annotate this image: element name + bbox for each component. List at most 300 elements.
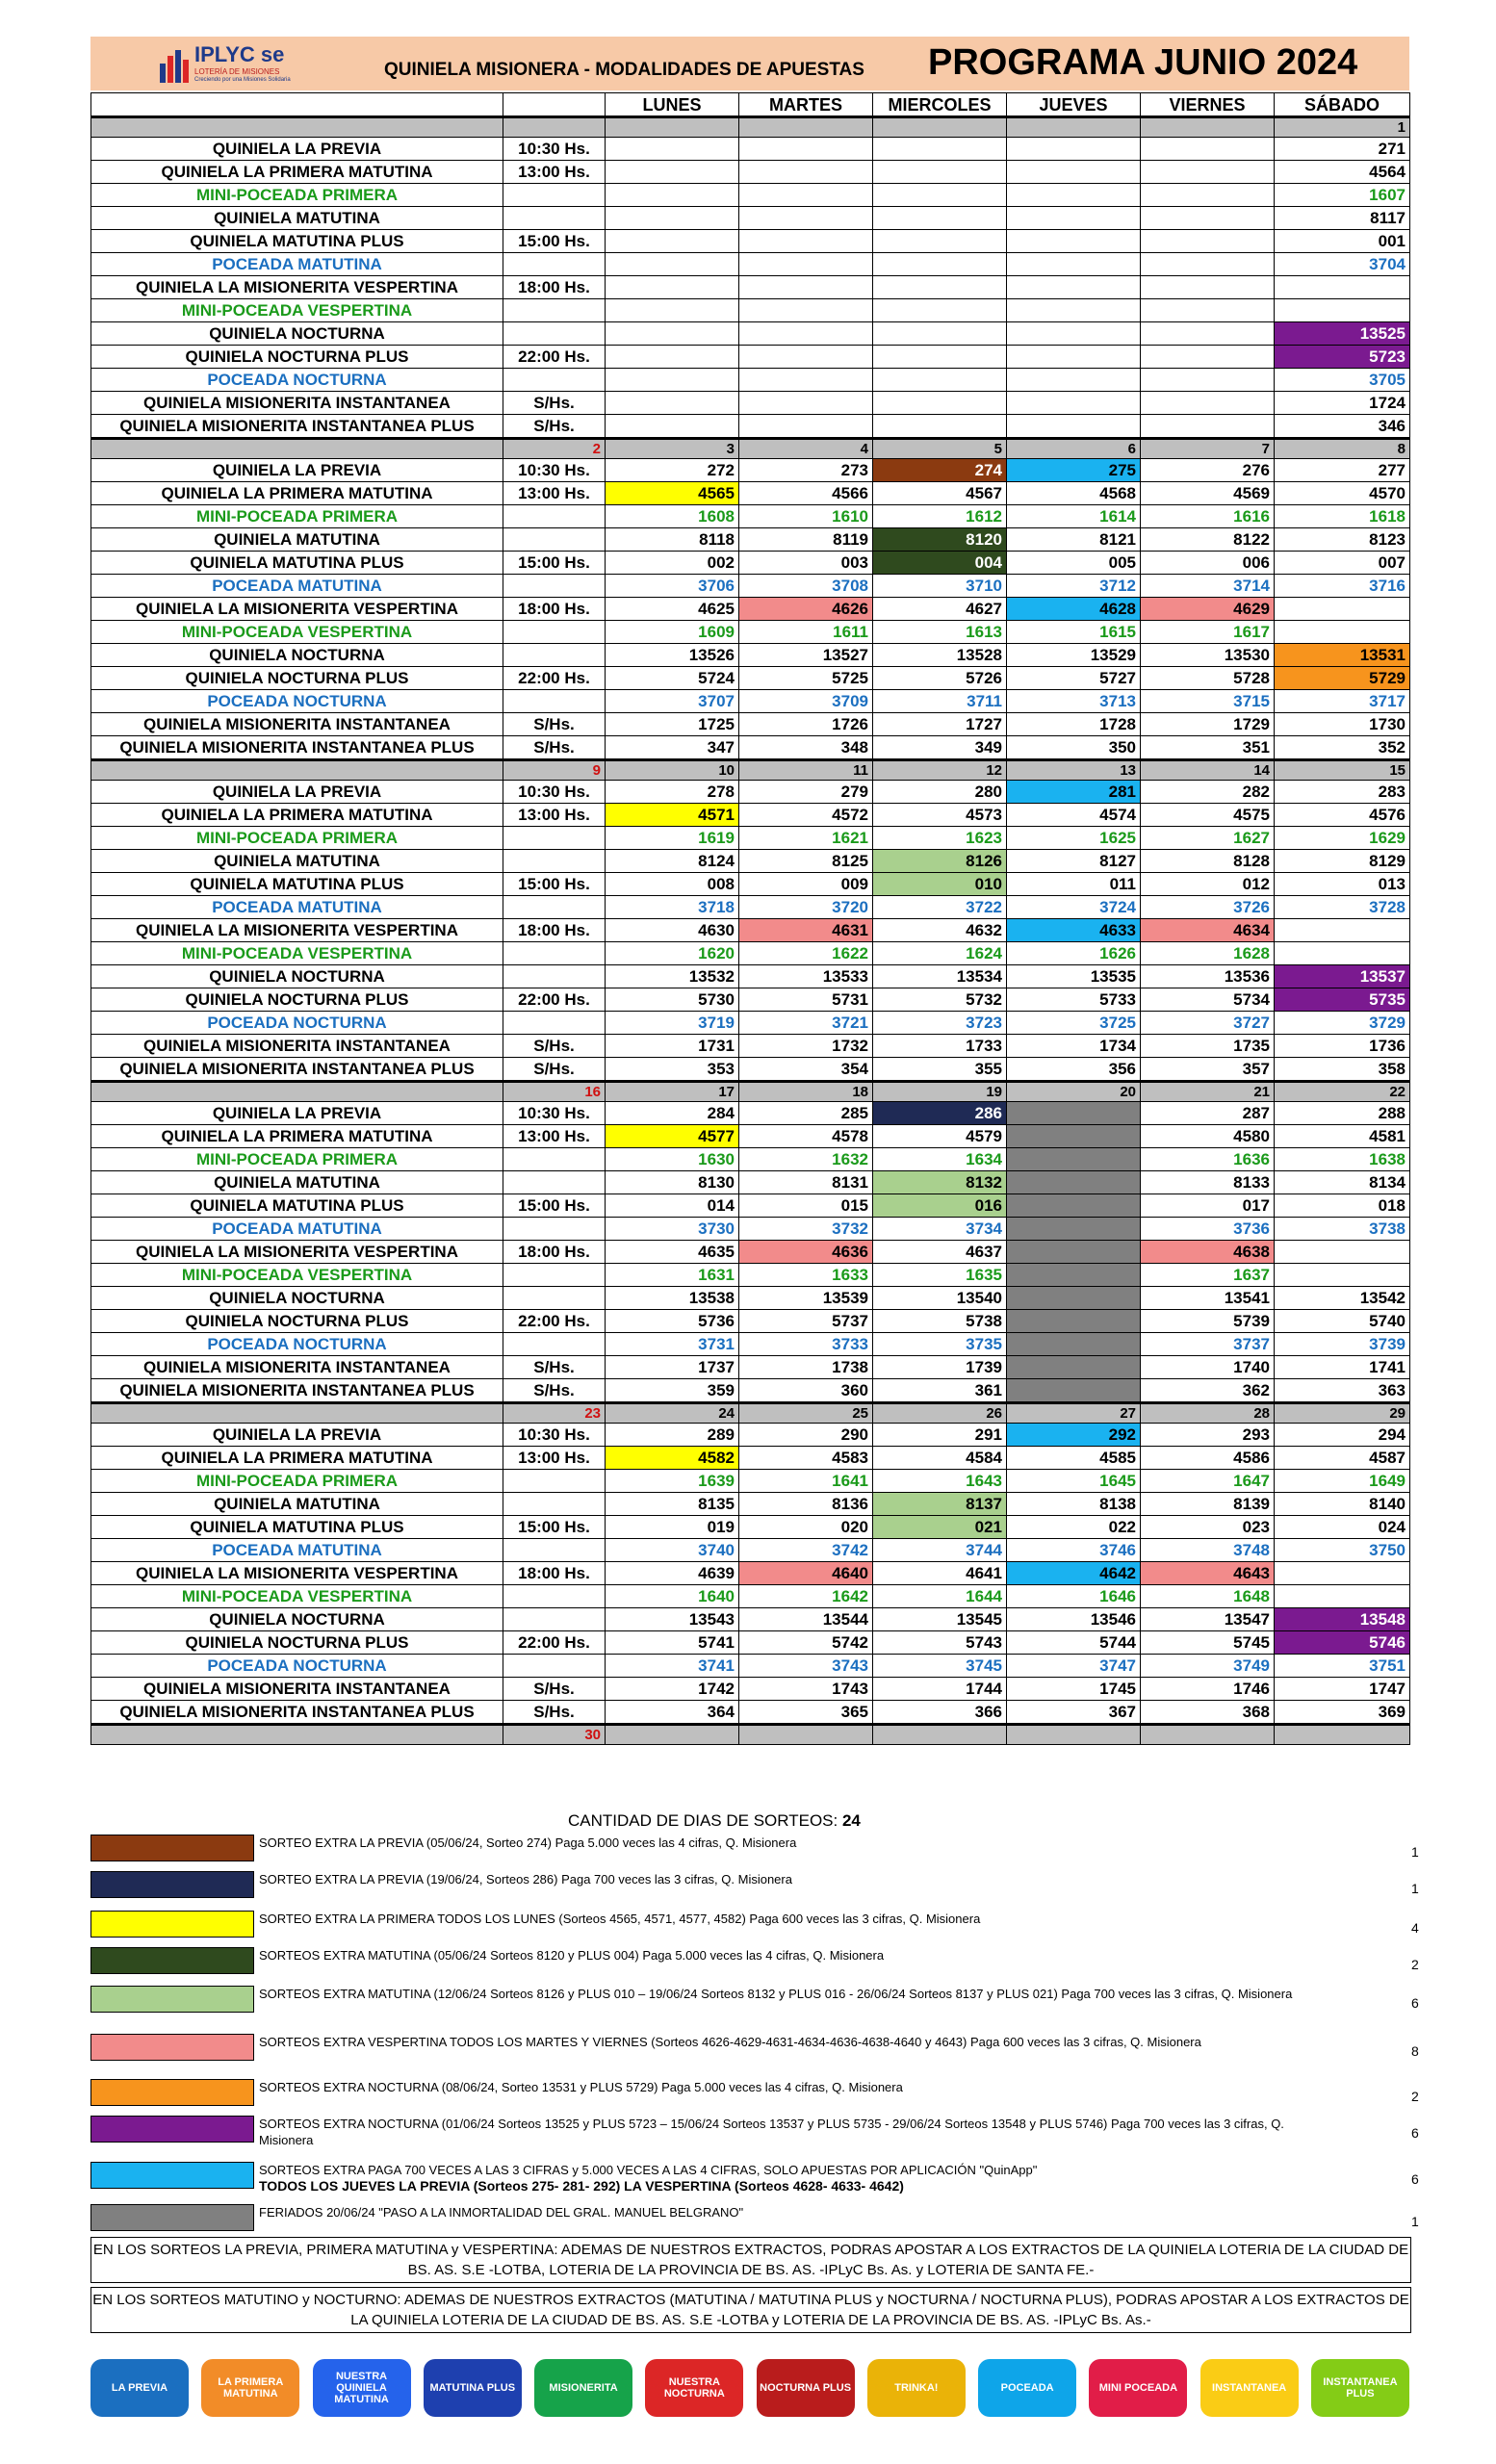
draw-name: QUINIELA LA PRIMERA MATUTINA <box>91 804 503 827</box>
final-date-row <box>91 1725 1410 1745</box>
legend-text-line: SORTEOS EXTRA MATUTINA (12/06/24 Sorteos 8126 y PLUS 010 – 19/06/24 Sorteos 8132 y PLUS 016 - 26/06/24 Sorteos 8137 y PLUS 021) Paga 700 veces las 3 cifras, Q. Misionera <box>259 1987 1293 2001</box>
date-cell <box>91 439 503 459</box>
draw-number: 5735 <box>1275 988 1410 1012</box>
draw-number: 1609 <box>606 621 739 644</box>
draw-number: 1739 <box>873 1356 1007 1379</box>
draw-number: 3749 <box>1141 1655 1275 1678</box>
draw-name: QUINIELA NOCTURNA <box>91 965 503 988</box>
draw-number: 1634 <box>873 1148 1007 1171</box>
game-logo: TRINKA! <box>867 2359 966 2417</box>
draw-row <box>91 644 1410 667</box>
draw-name: QUINIELA NOCTURNA PLUS <box>91 1631 503 1655</box>
draw-number: 011 <box>1007 873 1141 896</box>
date-cell: 24 <box>606 1403 739 1424</box>
game-logo: MINI POCEADA <box>1089 2359 1187 2417</box>
draw-number <box>1141 184 1275 207</box>
legend-text <box>259 1986 1318 2002</box>
draw-name: QUINIELA MATUTINA <box>91 850 503 873</box>
draw-number: 4575 <box>1141 804 1275 827</box>
draw-number: 1742 <box>606 1678 739 1701</box>
draw-number: 1607 <box>1275 184 1410 207</box>
draw-number: 4569 <box>1141 482 1275 505</box>
draw-number: 277 <box>1275 459 1410 482</box>
draw-number: 4579 <box>873 1125 1007 1148</box>
legend-item <box>90 2162 1419 2194</box>
date-cell: 28 <box>1141 1403 1275 1424</box>
draw-number: 347 <box>606 736 739 760</box>
draw-number: 3726 <box>1141 896 1275 919</box>
iplyc-logo <box>158 40 302 87</box>
draw-number: 3722 <box>873 896 1007 919</box>
legend-text <box>259 1835 1318 1851</box>
draw-number: 003 <box>739 552 873 575</box>
draw-number <box>1007 322 1141 346</box>
legend-text <box>259 2162 1318 2194</box>
draw-number <box>1007 1171 1141 1194</box>
draw-number: 021 <box>873 1516 1007 1539</box>
draw-number: 3750 <box>1275 1539 1410 1562</box>
draw-number: 4638 <box>1141 1241 1275 1264</box>
date-cell: 12 <box>873 760 1007 781</box>
week-date-row <box>91 760 1410 781</box>
draw-name: MINI-POCEADA PRIMERA <box>91 1148 503 1171</box>
draw-number <box>606 415 739 439</box>
draw-number <box>606 184 739 207</box>
draw-number: 1735 <box>1141 1035 1275 1058</box>
draw-number <box>873 299 1007 322</box>
draw-time: 22:00 Hs. <box>503 988 606 1012</box>
weekday-header: LUNES <box>606 93 739 117</box>
draw-number: 018 <box>1275 1194 1410 1218</box>
draw-number: 4635 <box>606 1241 739 1264</box>
draw-row <box>91 942 1410 965</box>
draw-number: 1641 <box>739 1470 873 1493</box>
draw-number: 5745 <box>1141 1631 1275 1655</box>
draw-row <box>91 873 1410 896</box>
draw-number: 8121 <box>1007 528 1141 552</box>
draw-time <box>503 1493 606 1516</box>
draw-number: 1618 <box>1275 505 1410 528</box>
draw-name: QUINIELA LA PRIMERA MATUTINA <box>91 161 503 184</box>
draw-number: 4584 <box>873 1447 1007 1470</box>
draw-number: 4577 <box>606 1125 739 1148</box>
draw-number: 024 <box>1275 1516 1410 1539</box>
draw-number: 368 <box>1141 1701 1275 1725</box>
game-logo: NUESTRA QUINIELA MATUTINA <box>313 2359 411 2417</box>
draw-time: S/Hs. <box>503 1701 606 1725</box>
total-label: CANTIDAD DE DIAS DE SORTEOS: <box>568 1811 838 1830</box>
draw-number <box>1007 1241 1141 1264</box>
draw-number: 4580 <box>1141 1125 1275 1148</box>
draw-number <box>1275 919 1410 942</box>
draw-number: 271 <box>1275 138 1410 161</box>
draw-row <box>91 230 1410 253</box>
draw-number: 1613 <box>873 621 1007 644</box>
draw-number <box>1275 598 1410 621</box>
draw-number: 1746 <box>1141 1678 1275 1701</box>
draw-time <box>503 1585 606 1608</box>
draw-name: POCEADA NOCTURNA <box>91 690 503 713</box>
draw-number: 1608 <box>606 505 739 528</box>
draw-number: 5725 <box>739 667 873 690</box>
draw-row <box>91 528 1410 552</box>
date-cell: 10 <box>606 760 739 781</box>
legend-item <box>90 1871 1419 1904</box>
draw-row <box>91 1125 1410 1148</box>
draw-number <box>1141 253 1275 276</box>
draw-number: 4564 <box>1275 161 1410 184</box>
draw-number <box>1141 369 1275 392</box>
draw-number: 1646 <box>1007 1585 1141 1608</box>
draw-number: 367 <box>1007 1701 1141 1725</box>
draw-time: S/Hs. <box>503 1379 606 1403</box>
draw-number <box>1007 1194 1141 1218</box>
date-cell <box>1141 117 1275 138</box>
draw-number <box>1141 207 1275 230</box>
draw-number: 1611 <box>739 621 873 644</box>
draw-number: 3707 <box>606 690 739 713</box>
draw-number: 5742 <box>739 1631 873 1655</box>
draw-number: 8139 <box>1141 1493 1275 1516</box>
sunday-date-cell: 23 <box>503 1403 606 1424</box>
draw-time <box>503 253 606 276</box>
draw-number: 4567 <box>873 482 1007 505</box>
draw-name: QUINIELA MISIONERITA INSTANTANEA <box>91 1678 503 1701</box>
draw-name: QUINIELA LA PREVIA <box>91 781 503 804</box>
draw-number <box>739 369 873 392</box>
game-logo: INSTANTANEA PLUS <box>1311 2359 1409 2417</box>
draw-number <box>1007 1310 1141 1333</box>
draw-number: 280 <box>873 781 1007 804</box>
draw-time <box>503 690 606 713</box>
draw-number: 1621 <box>739 827 873 850</box>
draw-number: 5732 <box>873 988 1007 1012</box>
draw-name: QUINIELA NOCTURNA PLUS <box>91 667 503 690</box>
draw-row <box>91 1171 1410 1194</box>
draw-number: 4626 <box>739 598 873 621</box>
draw-number: 1632 <box>739 1148 873 1171</box>
draw-row <box>91 1356 1410 1379</box>
note-previa: EN LOS SORTEOS LA PREVIA, PRIMERA MATUTINA y VESPERTINA: ADEMAS DE NUESTROS EXTRACTOS, PODRAS APOSTAR A LOS EXTRACTOS DE LA QUINIELA LOTERIA DE LA CIUDAD DE BS. AS. S.E -LOTBA, LOTERIA DE LA PROVINCIA DE BS. AS. -IPLyC Bs. As. y LOTERIA DE SANTA FE.- <box>90 2237 1411 2283</box>
draw-number: 014 <box>606 1194 739 1218</box>
draw-number: 8117 <box>1275 207 1410 230</box>
draw-number: 8119 <box>739 528 873 552</box>
week-date-row <box>91 1403 1410 1424</box>
date-cell: 25 <box>739 1403 873 1424</box>
draw-number <box>873 322 1007 346</box>
draw-number: 294 <box>1275 1424 1410 1447</box>
draw-number <box>1275 621 1410 644</box>
draw-number <box>739 253 873 276</box>
draw-name: MINI-POCEADA VESPERTINA <box>91 1585 503 1608</box>
draw-number: 3714 <box>1141 575 1275 598</box>
draw-row <box>91 1516 1410 1539</box>
legend-swatch <box>90 1871 254 1898</box>
draw-number: 3724 <box>1007 896 1141 919</box>
game-logo: NOCTURNA PLUS <box>757 2359 855 2417</box>
draw-row <box>91 690 1410 713</box>
legend-text-line: SORTEO EXTRA LA PRIMERA TODOS LOS LUNES (Sorteos 4565, 4571, 4577, 4582) Paga 600 veces las 3 cifras, Q. Misionera <box>259 1912 981 1926</box>
draw-number <box>1007 207 1141 230</box>
draw-time <box>503 644 606 667</box>
date-cell: 6 <box>1007 439 1141 459</box>
draw-row <box>91 253 1410 276</box>
legend-count: 8 <box>1411 2043 1419 2059</box>
draw-number: 3705 <box>1275 369 1410 392</box>
draw-time: S/Hs. <box>503 415 606 439</box>
draw-number: 284 <box>606 1102 739 1125</box>
draw-number: 13547 <box>1141 1608 1275 1631</box>
draw-number: 4585 <box>1007 1447 1141 1470</box>
game-logo: MISIONERITA <box>534 2359 632 2417</box>
draw-row <box>91 322 1410 346</box>
draw-number: 3734 <box>873 1218 1007 1241</box>
draw-name: QUINIELA MISIONERITA INSTANTANEA <box>91 1035 503 1058</box>
draw-number <box>606 346 739 369</box>
draw-row <box>91 346 1410 369</box>
legend-swatch <box>90 1911 254 1938</box>
date-cell: 4 <box>739 439 873 459</box>
draw-number: 4565 <box>606 482 739 505</box>
draw-name: QUINIELA NOCTURNA <box>91 1608 503 1631</box>
draw-number: 023 <box>1141 1516 1275 1539</box>
draw-name: MINI-POCEADA PRIMERA <box>91 505 503 528</box>
draw-number: 13546 <box>1007 1608 1141 1631</box>
draw-number: 007 <box>1275 552 1410 575</box>
draw-row <box>91 482 1410 505</box>
draw-number: 3721 <box>739 1012 873 1035</box>
draw-row <box>91 1562 1410 1585</box>
date-cell: 1 <box>1275 117 1410 138</box>
draw-time: 18:00 Hs. <box>503 276 606 299</box>
draw-number: 3715 <box>1141 690 1275 713</box>
draw-number: 3730 <box>606 1218 739 1241</box>
draw-number <box>739 392 873 415</box>
draw-number: 5729 <box>1275 667 1410 690</box>
draw-number <box>1007 392 1141 415</box>
draw-number: 1625 <box>1007 827 1141 850</box>
draw-number: 8132 <box>873 1171 1007 1194</box>
draw-number: 13532 <box>606 965 739 988</box>
draw-number: 13529 <box>1007 644 1141 667</box>
draw-number: 13526 <box>606 644 739 667</box>
draw-number: 4629 <box>1141 598 1275 621</box>
draw-number: 006 <box>1141 552 1275 575</box>
draw-name: QUINIELA NOCTURNA PLUS <box>91 346 503 369</box>
draw-number: 289 <box>606 1424 739 1447</box>
draw-number: 13538 <box>606 1287 739 1310</box>
legend-text-line: SORTEOS EXTRA NOCTURNA (01/06/24 Sorteos 13525 y PLUS 5723 – 15/06/24 Sorteos 13537 y PLUS 5735 - 29/06/24 Sorteos 13548 y PLUS 5746) Paga 700 veces las 3 cifras, Q. Misionera <box>259 2117 1284 2147</box>
date-cell: 17 <box>606 1082 739 1102</box>
legend-text-line: SORTEOS EXTRA PAGA 700 VECES A LAS 3 CIFRAS y 5.000 VECES A LAS 4 CIFRAS, SOLO APUESTAS POR APLICACIÓN "QuinApp" <box>259 2163 1038 2177</box>
logo-tagline: Creciendo por una Misiones Solidaria <box>194 77 291 83</box>
draw-number: 4568 <box>1007 482 1141 505</box>
legend-text-line: SORTEOS EXTRA MATUTINA (05/06/24 Sorteos 8120 y PLUS 004) Paga 5.000 veces las 4 cifras, Q. Misionera <box>259 1948 885 1963</box>
legend-text-line: TODOS LOS JUEVES LA PREVIA (Sorteos 275- 281- 292) LA VESPERTINA (Sorteos 4628- 4633- 4642) <box>259 2178 904 2194</box>
draw-number: 3711 <box>873 690 1007 713</box>
total-value: 24 <box>841 1811 861 1830</box>
draw-number: 5727 <box>1007 667 1141 690</box>
date-cell: 5 <box>873 439 1007 459</box>
draw-number: 1614 <box>1007 505 1141 528</box>
draw-number: 13543 <box>606 1608 739 1631</box>
draw-row <box>91 736 1410 760</box>
draw-number <box>1141 230 1275 253</box>
draw-number <box>873 346 1007 369</box>
draw-time <box>503 1218 606 1241</box>
draw-number: 3732 <box>739 1218 873 1241</box>
draw-number: 3723 <box>873 1012 1007 1035</box>
draw-number <box>739 322 873 346</box>
draw-number: 13542 <box>1275 1287 1410 1310</box>
draw-name: QUINIELA MISIONERITA INSTANTANEA <box>91 713 503 736</box>
draw-number: 4625 <box>606 598 739 621</box>
draw-number: 1633 <box>739 1264 873 1287</box>
draw-number: 1743 <box>739 1678 873 1701</box>
draw-number: 020 <box>739 1516 873 1539</box>
draw-number: 3737 <box>1141 1333 1275 1356</box>
draw-number: 286 <box>873 1102 1007 1125</box>
draw-number: 13537 <box>1275 965 1410 988</box>
draw-number: 4641 <box>873 1562 1007 1585</box>
draw-number: 275 <box>1007 459 1141 482</box>
draw-number <box>1007 1148 1141 1171</box>
date-cell: 3 <box>606 439 739 459</box>
draw-number <box>1007 1264 1141 1287</box>
draw-time: 15:00 Hs. <box>503 230 606 253</box>
draw-time <box>503 1655 606 1678</box>
draw-number: 3725 <box>1007 1012 1141 1035</box>
draw-number: 022 <box>1007 1516 1141 1539</box>
draw-row <box>91 896 1410 919</box>
draw-name: QUINIELA LA PRIMERA MATUTINA <box>91 1125 503 1148</box>
draw-row <box>91 988 1410 1012</box>
draw-name: QUINIELA MATUTINA PLUS <box>91 1194 503 1218</box>
draw-number: 5741 <box>606 1631 739 1655</box>
draw-number: 1627 <box>1141 827 1275 850</box>
draw-name: QUINIELA NOCTURNA PLUS <box>91 988 503 1012</box>
draw-time: S/Hs. <box>503 1035 606 1058</box>
draw-number: 13540 <box>873 1287 1007 1310</box>
draw-number: 8137 <box>873 1493 1007 1516</box>
draw-number: 8129 <box>1275 850 1410 873</box>
draw-name: QUINIELA MISIONERITA INSTANTANEA PLUS <box>91 736 503 760</box>
date-cell <box>91 1082 503 1102</box>
draw-number <box>739 184 873 207</box>
draw-name: POCEADA MATUTINA <box>91 575 503 598</box>
date-cell <box>739 117 873 138</box>
draw-number: 4581 <box>1275 1125 1410 1148</box>
draw-number <box>1007 1218 1141 1241</box>
draw-time <box>503 1264 606 1287</box>
draw-number <box>1007 299 1141 322</box>
draw-number: 13527 <box>739 644 873 667</box>
draw-number: 1615 <box>1007 621 1141 644</box>
draw-name: QUINIELA LA MISIONERITA VESPERTINA <box>91 276 503 299</box>
draw-number: 1738 <box>739 1356 873 1379</box>
draw-number: 1729 <box>1141 713 1275 736</box>
draw-number <box>873 184 1007 207</box>
draw-row <box>91 552 1410 575</box>
draw-row <box>91 827 1410 850</box>
date-cell <box>91 1725 503 1745</box>
draw-number: 1624 <box>873 942 1007 965</box>
draw-number <box>873 392 1007 415</box>
legend-text <box>259 2116 1318 2148</box>
draw-time <box>503 1012 606 1035</box>
draw-number: 4583 <box>739 1447 873 1470</box>
draw-number: 8126 <box>873 850 1007 873</box>
date-cell: 15 <box>1275 760 1410 781</box>
draw-number: 015 <box>739 1194 873 1218</box>
draw-row <box>91 1470 1410 1493</box>
draw-number <box>1007 346 1141 369</box>
draw-number: 4578 <box>739 1125 873 1148</box>
draw-number: 8125 <box>739 850 873 873</box>
draw-time <box>503 1539 606 1562</box>
draw-number: 290 <box>739 1424 873 1447</box>
draw-name: QUINIELA LA PREVIA <box>91 1102 503 1125</box>
draw-row <box>91 161 1410 184</box>
draw-number: 3727 <box>1141 1012 1275 1035</box>
draw-number: 13541 <box>1141 1287 1275 1310</box>
draw-number <box>1275 1264 1410 1287</box>
legend-text <box>259 1911 1318 1927</box>
draw-time: 10:30 Hs. <box>503 459 606 482</box>
draw-number <box>1275 1562 1410 1585</box>
draw-number: 4630 <box>606 919 739 942</box>
draw-name: QUINIELA LA PREVIA <box>91 138 503 161</box>
draw-row <box>91 1678 1410 1701</box>
logo-bars-icon <box>158 46 191 85</box>
draw-time: 22:00 Hs. <box>503 1631 606 1655</box>
draw-time: 18:00 Hs. <box>503 919 606 942</box>
draw-number: 4639 <box>606 1562 739 1585</box>
draw-number <box>873 161 1007 184</box>
draw-number: 1610 <box>739 505 873 528</box>
draw-number: 348 <box>739 736 873 760</box>
draw-time <box>503 621 606 644</box>
draw-number: 3739 <box>1275 1333 1410 1356</box>
draw-number: 13528 <box>873 644 1007 667</box>
draw-number: 3729 <box>1275 1012 1410 1035</box>
legend-swatch <box>90 2034 254 2061</box>
draw-number: 1731 <box>606 1035 739 1058</box>
weekday-header: SÁBADO <box>1275 93 1410 117</box>
draw-row <box>91 1287 1410 1310</box>
draw-number: 281 <box>1007 781 1141 804</box>
draw-number: 5724 <box>606 667 739 690</box>
draw-number: 1730 <box>1275 713 1410 736</box>
draw-number: 1631 <box>606 1264 739 1287</box>
draw-name: QUINIELA MATUTINA <box>91 1493 503 1516</box>
draw-number: 1726 <box>739 713 873 736</box>
draw-number: 1626 <box>1007 942 1141 965</box>
draw-name: QUINIELA LA MISIONERITA VESPERTINA <box>91 919 503 942</box>
draw-name: QUINIELA MATUTINA PLUS <box>91 1516 503 1539</box>
draw-number: 1733 <box>873 1035 1007 1058</box>
draw-row <box>91 781 1410 804</box>
draw-number <box>606 230 739 253</box>
draw-name: POCEADA NOCTURNA <box>91 1333 503 1356</box>
draw-row <box>91 850 1410 873</box>
draw-number: 4637 <box>873 1241 1007 1264</box>
legend-swatch <box>90 1986 254 2013</box>
draw-number <box>606 161 739 184</box>
legend-text <box>259 1947 1318 1964</box>
draw-number: 4634 <box>1141 919 1275 942</box>
date-cell: 18 <box>739 1082 873 1102</box>
